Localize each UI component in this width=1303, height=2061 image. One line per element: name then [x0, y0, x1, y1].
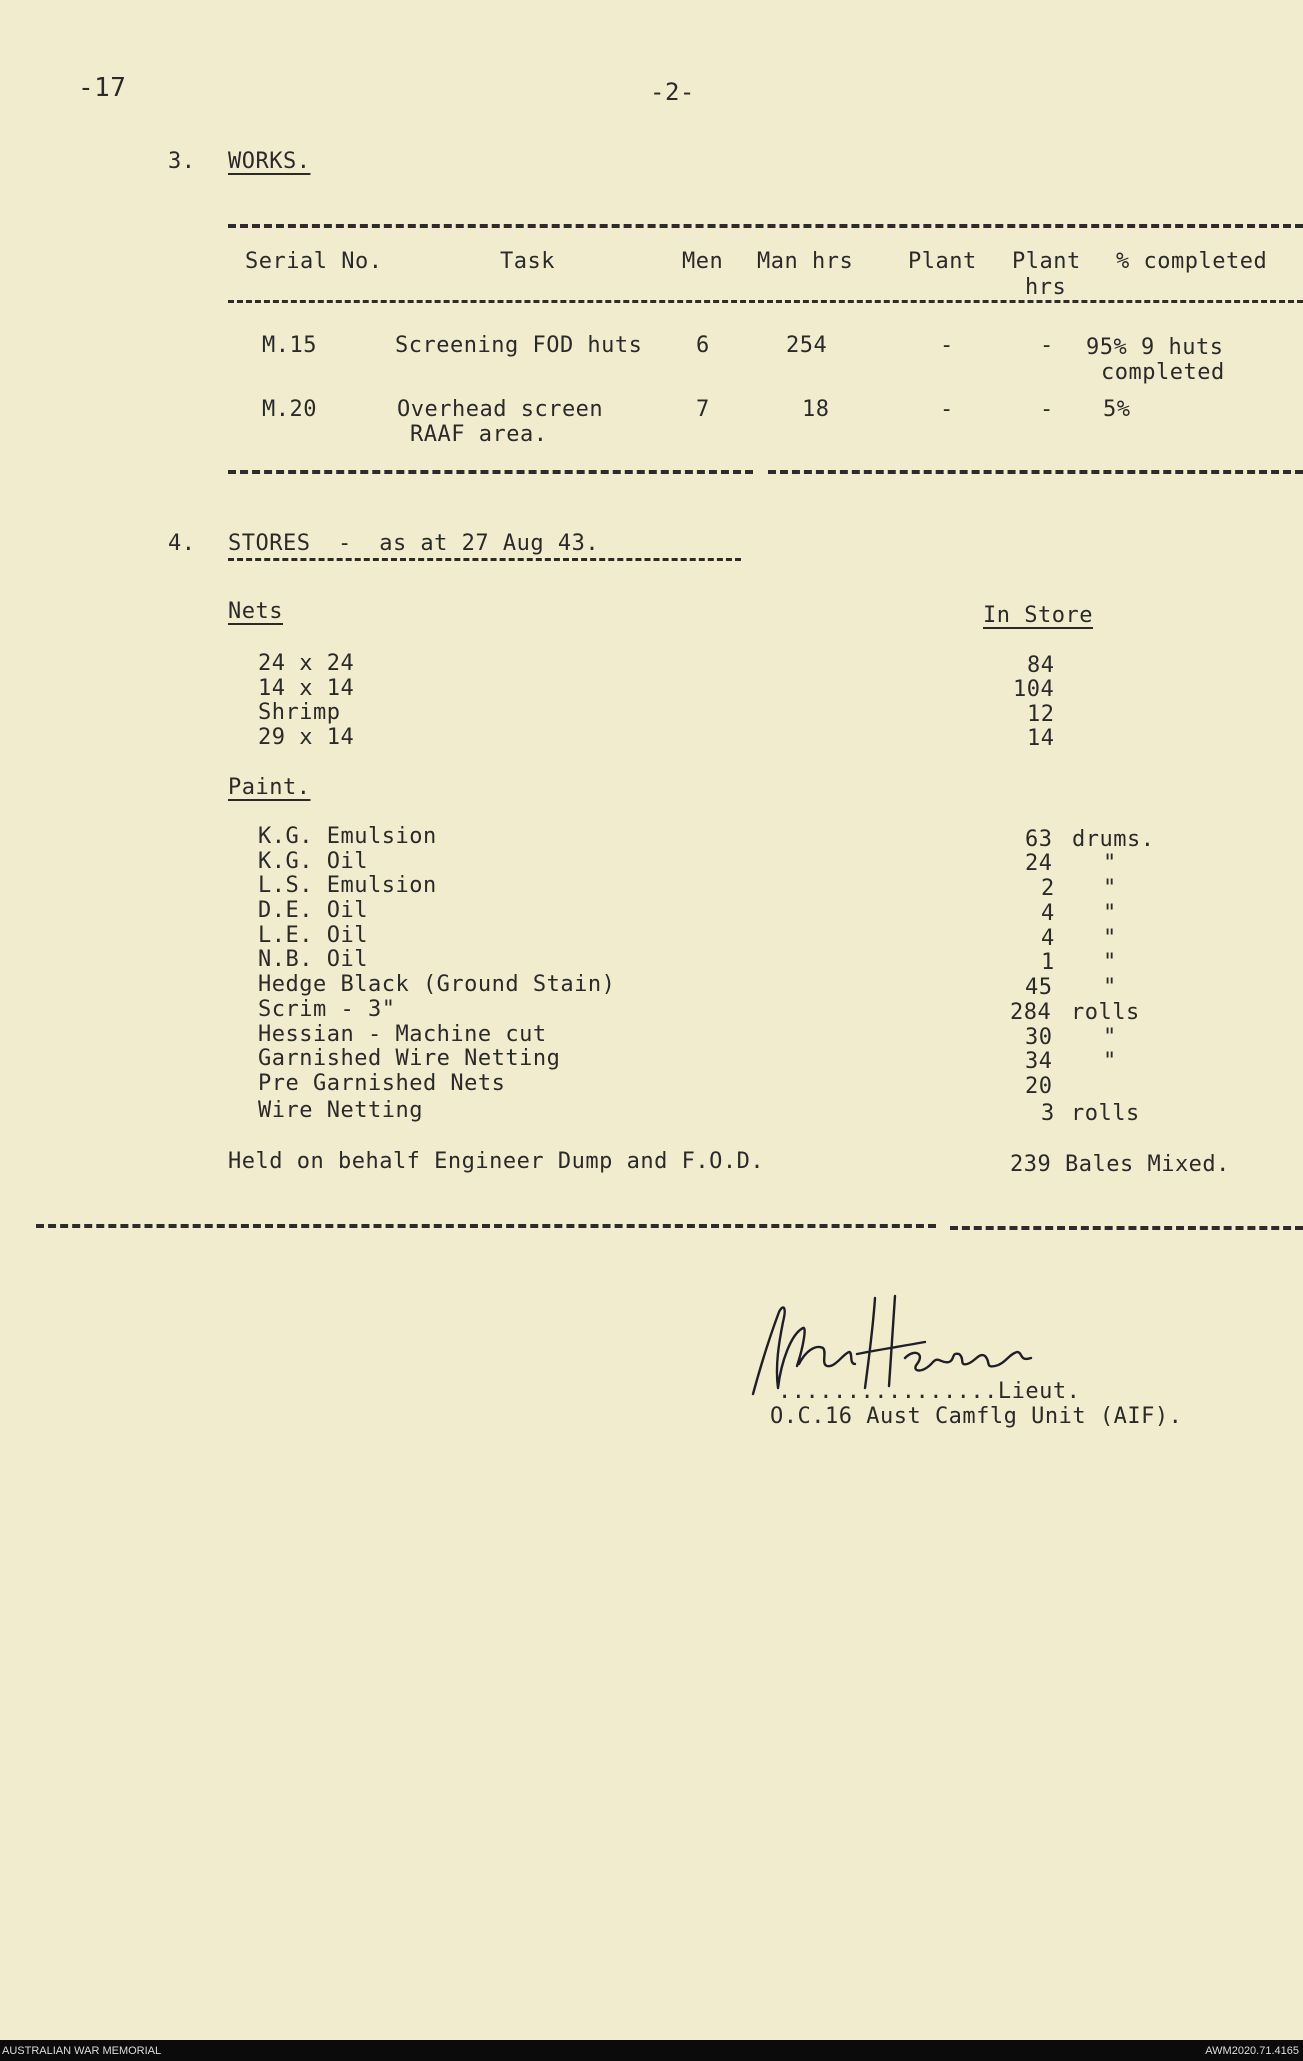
item-qty: 1: [1041, 950, 1055, 975]
signature-line: ................Lieut.: [778, 1379, 1081, 1404]
page-number: -2-: [650, 78, 695, 106]
item-name: 29 x 14: [258, 725, 355, 750]
signature-stroke-h: [857, 1296, 925, 1388]
item-name: Pre Garnished Nets: [258, 1071, 506, 1096]
footer-credit: AUSTRALIAN WAR MEMORIAL: [2, 2045, 162, 2057]
row-man-hrs: 254: [786, 333, 828, 358]
item-unit: ": [1103, 851, 1117, 876]
stores-bottom-rule-left: [36, 1224, 936, 1228]
row-serial: M.15: [262, 333, 317, 358]
paint-label: Paint.: [228, 775, 311, 800]
item-name: D.E. Oil: [258, 898, 368, 923]
item-unit: rolls: [1071, 1000, 1140, 1025]
margin-mark: -17: [78, 73, 127, 103]
item-qty: 4: [1041, 901, 1055, 926]
item-unit: ": [1103, 926, 1117, 951]
stores-heading-rule: [228, 558, 741, 561]
item-name: N.B. Oil: [258, 947, 368, 972]
item-qty: 14: [1027, 726, 1055, 751]
item-name: Garnished Wire Netting: [258, 1046, 561, 1071]
col-serial: Serial No.: [245, 249, 383, 274]
row-plant: -: [940, 333, 954, 358]
item-unit: ": [1103, 1049, 1117, 1074]
item-name: Wire Netting: [258, 1098, 423, 1123]
item-unit: ": [1103, 950, 1117, 975]
nets-label: Nets: [228, 599, 283, 624]
row-serial: M.20: [262, 397, 317, 422]
row-men: 6: [696, 333, 710, 358]
item-unit: drums.: [1072, 827, 1155, 852]
item-name: K.G. Emulsion: [258, 824, 437, 849]
item-qty: 63: [1025, 827, 1053, 852]
item-qty: 3: [1041, 1101, 1055, 1126]
row-task-cont: RAAF area.: [410, 422, 548, 447]
item-qty: 24: [1025, 851, 1053, 876]
item-name: 24 x 24: [258, 651, 355, 676]
in-store-label: In Store: [983, 603, 1093, 628]
row-plant-hrs: -: [1040, 333, 1054, 358]
item-unit: ": [1103, 1025, 1117, 1050]
col-task: Task: [500, 249, 555, 274]
signature-stroke-orner: [905, 1352, 1031, 1371]
row-task: Overhead screen: [397, 397, 604, 422]
row-task: Screening FOD huts: [395, 333, 643, 358]
item-unit: ": [1103, 876, 1117, 901]
item-qty: 45: [1025, 975, 1053, 1000]
works-heading-number: 3.: [168, 149, 196, 174]
works-table-top-rule: [228, 224, 1303, 228]
col-plant-hrs-line2: hrs: [1025, 275, 1067, 300]
item-name: L.E. Oil: [258, 923, 368, 948]
works-bottom-rule-right: [768, 470, 1303, 474]
item-name: K.G. Oil: [258, 849, 368, 874]
row-completed: 5%: [1103, 397, 1131, 422]
signature-stroke-w: [799, 1347, 855, 1366]
works-bottom-rule-left: [228, 470, 753, 474]
row-plant: -: [940, 397, 954, 422]
col-man-hrs: Man hrs: [757, 249, 854, 274]
works-header-rule: [228, 300, 1303, 303]
item-qty: 284: [1010, 1000, 1052, 1025]
col-men: Men: [682, 249, 724, 274]
item-qty: 4: [1041, 926, 1055, 951]
item-qty: 84: [1027, 653, 1055, 678]
item-qty: 34: [1025, 1049, 1053, 1074]
item-qty: 2: [1041, 876, 1055, 901]
item-unit: ": [1103, 901, 1117, 926]
stores-heading-number: 4.: [168, 531, 196, 556]
item-name: Scrim - 3": [258, 997, 396, 1022]
row-men: 7: [696, 397, 710, 422]
item-name: L.S. Emulsion: [258, 873, 437, 898]
held-quantity: 239 Bales Mixed.: [1010, 1152, 1230, 1177]
held-text: Held on behalf Engineer Dump and F.O.D.: [228, 1149, 765, 1174]
row-completed-cont: completed: [1101, 360, 1225, 385]
item-qty: 12: [1027, 702, 1055, 727]
footer-reference: AWM2020.71.4165: [1205, 2045, 1299, 2057]
item-name: Hessian - Machine cut: [258, 1022, 547, 1047]
item-qty: 30: [1025, 1025, 1053, 1050]
item-qty: 20: [1025, 1074, 1053, 1099]
col-completed: % completed: [1116, 249, 1268, 274]
stores-bottom-rule-right: [950, 1226, 1303, 1230]
works-heading: WORKS.: [228, 149, 311, 174]
item-qty: 104: [1013, 677, 1055, 702]
stores-heading: STORES - as at 27 Aug 43.: [228, 531, 600, 556]
item-unit: rolls: [1071, 1101, 1140, 1126]
item-name: Shrimp: [258, 700, 341, 725]
row-man-hrs: 18: [802, 397, 830, 422]
item-name: 14 x 14: [258, 676, 355, 701]
signature-title: O.C.16 Aust Camflg Unit (AIF).: [770, 1404, 1183, 1429]
item-name: Hedge Black (Ground Stain): [258, 972, 616, 997]
col-plant: Plant: [908, 249, 977, 274]
row-plant-hrs: -: [1040, 397, 1054, 422]
col-plant-hrs-line1: Plant: [1012, 249, 1081, 274]
row-completed: 95% 9 huts: [1086, 335, 1224, 360]
item-unit: ": [1103, 975, 1117, 1000]
